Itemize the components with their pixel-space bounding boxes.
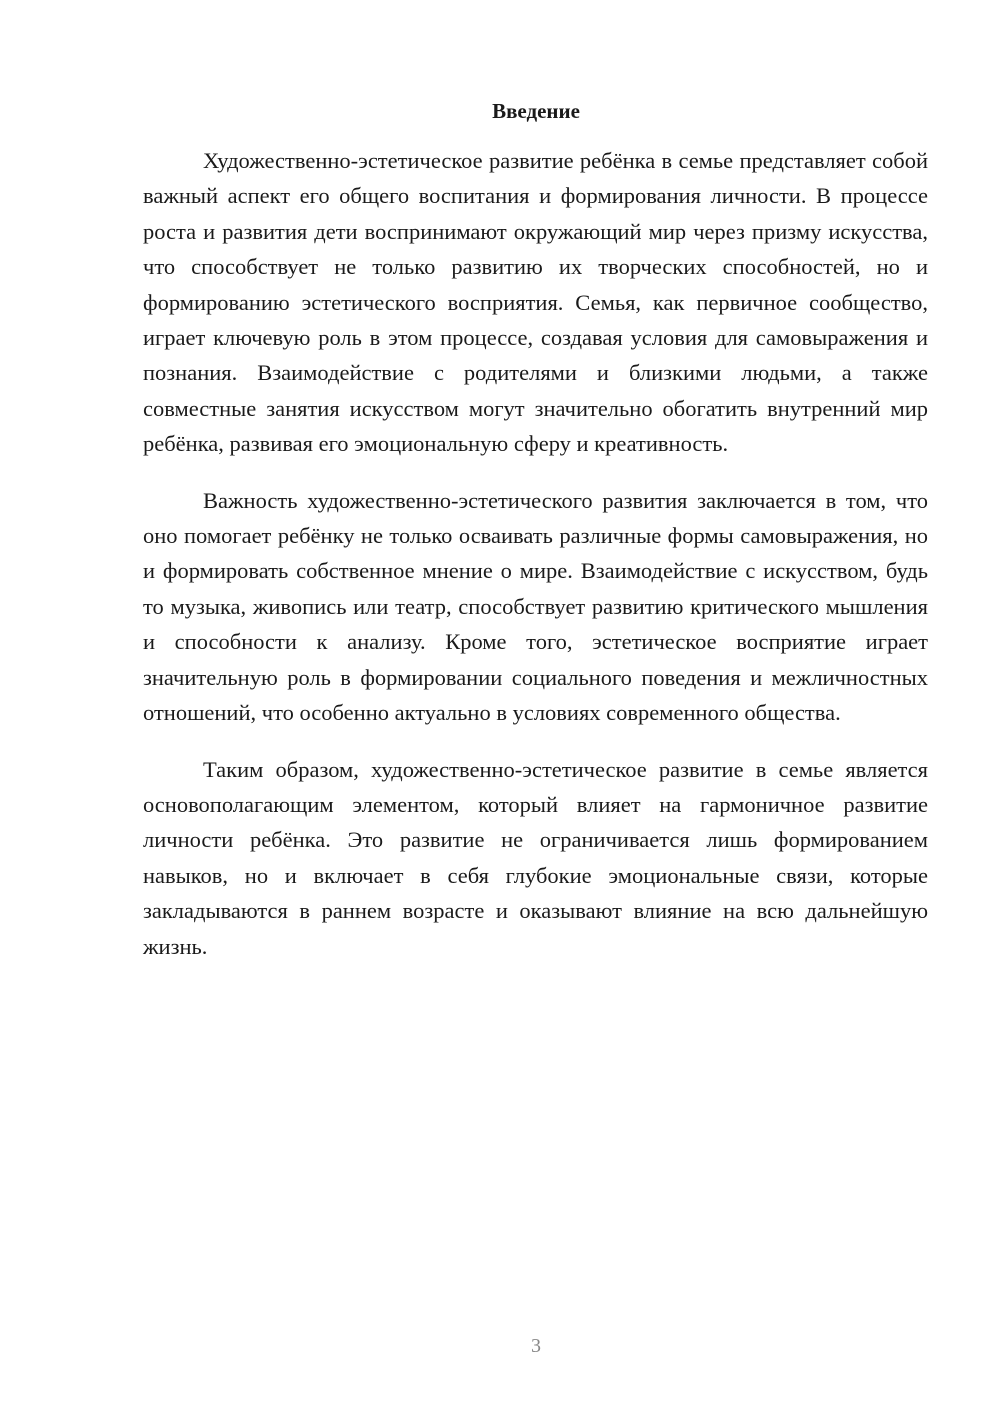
paragraph-3: Таким образом, художественно-эстетическое развитие в семье является основополагающим элементом, который влияет на гармоничное развитие личности ребёнка. Это развитие не ограничивается лишь формированием навыков, но и включает в себя глубокие эмоциональные связи, которые закладываются в раннем возрасте и оказывают влияние на всю дальнейшую жизнь. <box>143 756 928 959</box>
body-text <box>143 143 928 985</box>
paragraph-1: Художественно-эстетическое развитие ребёнка в семье представляет собой важный аспект его общего воспитания и формирования личности. В процессе роста и развития дети воспринимают окружающий мир через призму искусства, что способствует не только развитию их творческих способностей, но и формированию эстетического восприятия. Семья, как первичное сообщество, играет ключевую роль в этом процессе, создавая условия для самовыражения и познания. Взаимодействие с родителями и близкими людьми, а также совместные занятия искусством могут значительно обогатить внутренний мир ребёнка, развивая его эмоциональную сферу и креативность. <box>143 148 928 457</box>
section-title: Введение <box>492 99 580 123</box>
page-number: 3 <box>531 1335 541 1357</box>
paragraph-2: Важность художественно-эстетического развития заключается в том, что оно помогает ребёнку не только осваивать различные формы самовыражения, но и формировать собственное мнение о мире. Взаимодействие с искусством, будь то музыка, живопись или театр, способствует развитию критического мышления и способности к анализу. Кроме того, эстетическое восприятие играет значительную роль в формировании социального поведения и межличностных отношений, что особенно актуально в условиях современного общества. <box>143 487 928 726</box>
